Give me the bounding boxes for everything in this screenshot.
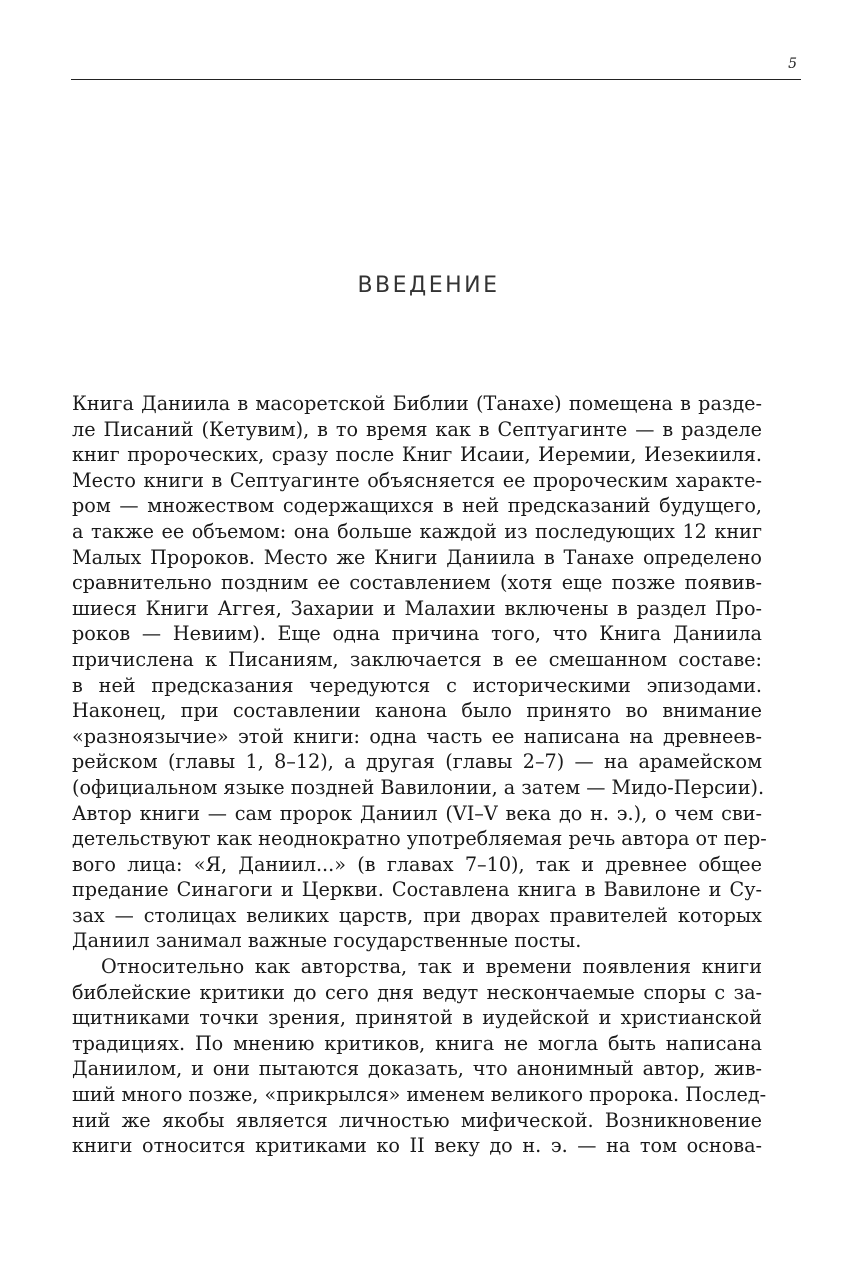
text-line: Даниил занимал важные государственные посты. bbox=[72, 929, 582, 953]
text-line: (официальном языке поздней Вавилонии, а затем — Мидо-Персии). bbox=[72, 775, 765, 799]
text-line: детельствуют как неоднократно употребляемая речь автора от пер- bbox=[72, 827, 767, 851]
text-line: Книга Даниила в масоретской Библии (Танахе) помещена в разде- bbox=[72, 392, 762, 415]
text-line: предание Синагоги и Церкви. Составлена книга в Вавилоне и Су- bbox=[72, 878, 762, 902]
text-line: ром — множеством содержащихся в ней предсказаний будущего, bbox=[72, 494, 762, 518]
chapter-title: ВВЕДЕНИЕ bbox=[357, 272, 500, 298]
text-line: шиеся Книги Аггея, Захарии и Малахии включены в раздел Про- bbox=[72, 596, 762, 620]
text-line: роков — Невиим). Еще одна причина того, что Книга Даниила bbox=[72, 622, 762, 646]
text-line: причислена к Писаниям, заключается в ее смешанном составе: bbox=[72, 647, 762, 671]
text-line: Даниилом, и они пытаются доказать, что анонимный автор, жив- bbox=[72, 1057, 762, 1081]
text-line: традициях. По мнению критиков, книга не могла быть написана bbox=[72, 1031, 762, 1055]
paragraph-1 bbox=[72, 391, 767, 954]
text-line: Место книги в Септуагинте объясняется ее пророческим характе- bbox=[72, 468, 762, 492]
text-line: а также ее объемом: она больше каждой из последующих 12 книг bbox=[72, 519, 762, 543]
text-line: ле Писаний (Кетувим), в то время как в Септуагинте — в разделе bbox=[72, 417, 762, 441]
text-line: вого лица: «Я, Даниил...» (в главах 7–10), так и древнее общее bbox=[72, 852, 762, 876]
text-line: библейские критики до сего дня ведут нескончаемые споры с за- bbox=[72, 980, 762, 1004]
text-line: Автор книги — сам пророк Даниил (VI–V века до н. э.), о чем сви- bbox=[72, 801, 762, 825]
text-line: Относительно как авторства, так и времени появления книги bbox=[101, 955, 762, 979]
text-line: книги относится критиками ко II веку до н. э. — на том основа- bbox=[72, 1134, 762, 1158]
text-line: щитниками точки зрения, принятой в иудейской и христианской bbox=[72, 1006, 762, 1030]
text-line: сравнительно поздним ее составлением (хотя еще позже появив- bbox=[72, 571, 762, 595]
text-line: «разноязычие» этой книги: одна часть ее написана на древнеев- bbox=[72, 724, 762, 748]
text-line: книг пророческих, сразу после Книг Исаии, Иеремии, Иезекииля. bbox=[72, 443, 762, 467]
text-line: в ней предсказания чередуются с историческими эпизодами. bbox=[72, 673, 762, 697]
text-line: ший много позже, «прикрылся» именем великого пророка. Послед- bbox=[72, 1083, 767, 1107]
text-line: ний же якобы является личностью мифической. Возникновение bbox=[72, 1108, 762, 1132]
text-line: Наконец, при составлении канона было принято во внимание bbox=[72, 699, 762, 723]
page-number: 5 bbox=[788, 56, 797, 72]
text-line: зах — столицах великих царств, при дворах правителей которых bbox=[72, 903, 762, 927]
body-text bbox=[72, 391, 767, 1159]
header-rule bbox=[71, 79, 801, 80]
paragraph-2 bbox=[72, 954, 767, 1159]
text-line: Малых Пророков. Место же Книги Даниила в Танахе определено bbox=[72, 545, 762, 569]
text-line: рейском (главы 1, 8–12), а другая (главы 2–7) — на арамейском bbox=[72, 750, 762, 774]
